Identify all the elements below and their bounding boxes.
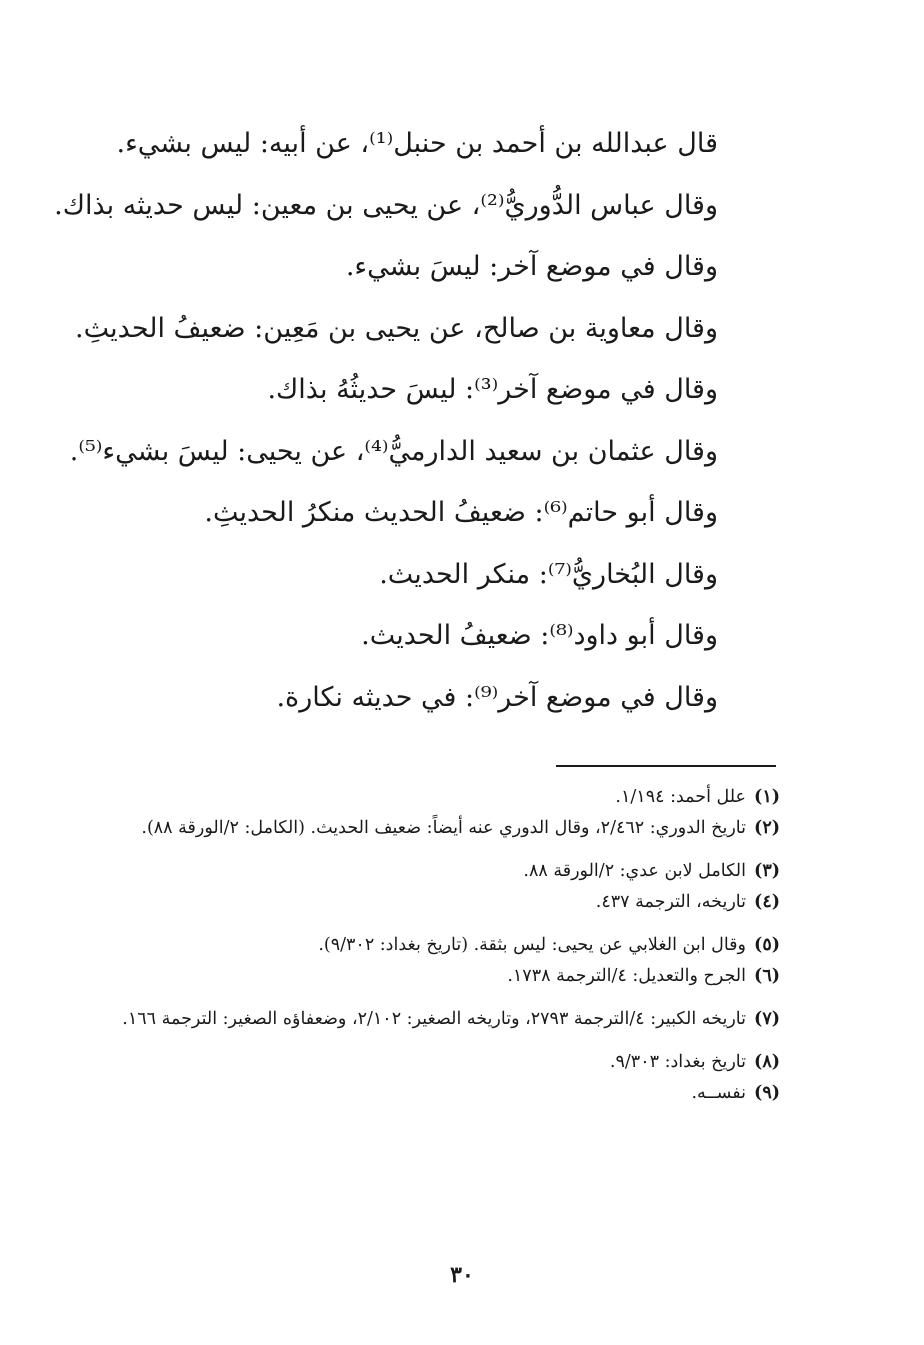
footnote-item bbox=[80, 1047, 780, 1078]
footnote-item bbox=[80, 930, 780, 961]
footnote-separator-rule bbox=[556, 765, 776, 767]
footnote-text: وقال ابن الغلابي عن يحيى: ليس بثقة. (تاريخ بغداد: ٩/٣٠٢). bbox=[318, 935, 746, 955]
footnotes-list bbox=[80, 782, 780, 1109]
main-text-line: وقال أبو داود⁽⁸⁾: ضعيفُ الحديث. bbox=[361, 620, 718, 651]
footnote-number: (٤) bbox=[754, 892, 780, 912]
footnote-number: (٧) bbox=[754, 1009, 780, 1029]
main-text-line: وقال عباس الدُّوريُّ⁽²⁾، عن يحيى بن معين: ليس حديثه بذاك. bbox=[54, 189, 718, 221]
main-text-line: وقال معاوية بن صالح، عن يحيى بن مَعِين: ضعيفُ الحديثِ. bbox=[75, 312, 718, 344]
main-text-line: وقال أبو حاتم⁽⁶⁾: ضعيفُ الحديث منكرُ الحديثِ. bbox=[204, 497, 718, 528]
footnote-text: تاريخه، الترجمة ٤٣٧. bbox=[595, 892, 746, 912]
footnote-number: (١) bbox=[754, 787, 780, 807]
footnote-item bbox=[80, 1004, 780, 1035]
footnote-number: (٩) bbox=[754, 1083, 780, 1103]
footnote-item bbox=[80, 856, 780, 887]
footnote-number: (٢) bbox=[754, 818, 780, 838]
page-number: ٣٠ bbox=[450, 1262, 474, 1288]
footnote-number: (٨) bbox=[754, 1052, 780, 1072]
main-text-line: وقال في موضع آخر⁽⁹⁾: في حديثه نكارة. bbox=[276, 681, 718, 713]
footnote-item bbox=[80, 887, 780, 918]
footnote-text: تاريخ بغداد: ٩/٣٠٣. bbox=[609, 1052, 746, 1072]
footnote-number: (٥) bbox=[754, 935, 780, 955]
main-text-line: وقال عثمان بن سعيد الدارميُّ⁽⁴⁾، عن يحيى: ليسَ بشيء⁽⁵⁾. bbox=[69, 435, 718, 467]
main-text-line: قال عبدالله بن أحمد بن حنبل⁽¹⁾، عن أبيه: ليس بشيء. bbox=[116, 128, 718, 159]
footnote-text: تاريخه الكبير: ٤/الترجمة ٢٧٩٣، وتاريخه الصغير: ٢/١٠٢، وضعفاؤه الصغير: الترجمة ١٦٦. bbox=[122, 1009, 746, 1029]
footnote-item bbox=[80, 961, 780, 992]
footnote-text: علل أحمد: ١/١٩٤. bbox=[615, 787, 746, 807]
footnote-item bbox=[80, 1078, 780, 1109]
main-text-line: وقال في موضع آخر⁽³⁾: ليسَ حديثُهُ بذاك. bbox=[267, 374, 718, 405]
footnote-text: نفســه. bbox=[691, 1083, 746, 1103]
main-text-line: وقال البُخاريُّ⁽⁷⁾: منكر الحديث. bbox=[379, 558, 718, 590]
footnote-text: تاريخ الدوري: ٢/٤٦٢، وقال الدوري عنه أيضاً: ضعيف الحديث. (الكامل: ٢/الورقة ٨٨). bbox=[141, 818, 746, 838]
main-text-block bbox=[54, 113, 718, 728]
footnote-text: الكامل لابن عدي: ٢/الورقة ٨٨. bbox=[523, 861, 746, 881]
footnote-text: الجرح والتعديل: ٤/الترجمة ١٧٣٨. bbox=[507, 966, 746, 986]
footnote-number: (٦) bbox=[754, 966, 780, 986]
footnote-number: (٣) bbox=[754, 861, 780, 881]
footnote-item bbox=[80, 782, 780, 813]
main-text-line: وقال في موضع آخر: ليسَ بشيء. bbox=[345, 251, 718, 282]
footnote-item bbox=[80, 813, 780, 844]
